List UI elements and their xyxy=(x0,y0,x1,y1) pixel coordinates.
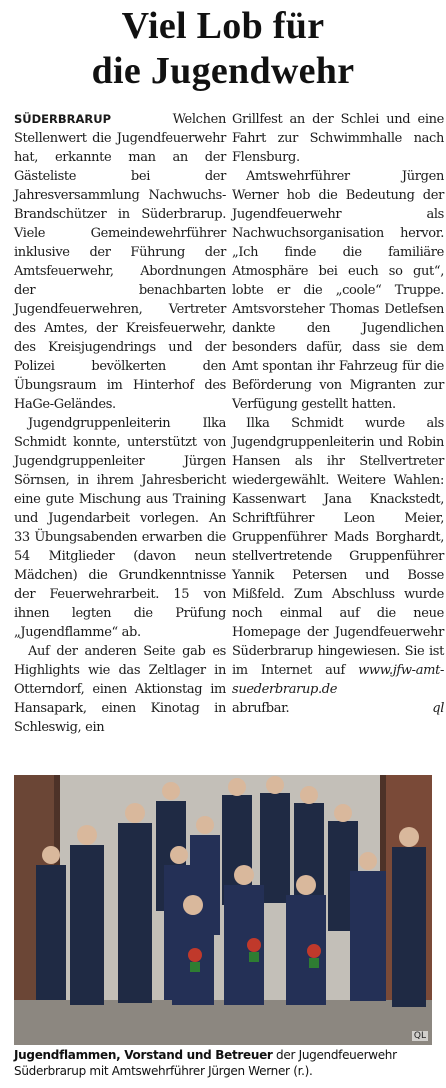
paragraph-text: Ilka Schmidt wurde als Jugendgruppenleiterin und Robin Hansen als ihr Stellvertreter wiedergewählt. Weitere Wahlen: Kassenwart Jana Knackstedt, Schriftführer Leon Meier, Gruppenführer Mads Borghardt, stellvertretende Gruppenführer Yannik Petersen und Bosse Mißfeld. Zum Abschluss wurde noch einmal auf die neue Homepage der Jugendfeuerwehr Süderbrarup hingewiesen. Sie ist im Internet auf xyxy=(232,416,444,678)
caption-text: der Jugendfeuerwehr Süderbrarup mit Amtswehrführer Jürgen Werner (r.). xyxy=(14,1048,397,1078)
headline xyxy=(0,4,446,94)
headline-line-2: die Jugendwehr xyxy=(91,50,355,92)
article-paragraph xyxy=(14,110,226,414)
group-photo-illustration xyxy=(14,775,432,1045)
photo-credit: QL xyxy=(413,1031,426,1041)
paragraph-end: abrufbar. xyxy=(232,701,290,716)
headline-line-1: Viel Lob für xyxy=(121,5,325,47)
article-column-right xyxy=(232,110,444,718)
article-paragraph: Amtswehrführer Jürgen Werner hob die Bedeutung der Jugendfeuerwehr als Nachwuchsorganisation hervor. „Ich finde die familiäre Atmosphäre bei euch so gut“, lobte er die „coole“ Truppe. Amtsvorsteher Thomas Detlefsen dankte den Jugendlichen besonders dafür, dass sie dem Amt spontan ihr Fahrzeug für die Beförderung von Migranten zur Verfügung gestellt hatten. xyxy=(232,169,444,412)
article-column-left xyxy=(14,110,226,737)
photo-caption xyxy=(14,1047,434,1079)
article-paragraph xyxy=(232,414,444,699)
caption-bold-lead: Jugendflammen, Vorstand und Betreuer xyxy=(14,1048,273,1062)
article-paragraph: Jugendgruppenleiterin Ilka Schmidt konnte, unterstützt von Jugendgruppenleiter Jürgen Sörnsen, in ihrem Jahresbericht eine gute Mischung aus Training und Jugendarbeit vorlegen. An 33 Übungsabenden erwarben die 54 Mitglieder (davon neun Mädchen) die Grundkenntnisse der Feuerwehrarbeit. 15 von ihnen legten die Prüfung „Jugendflamme“ ab. xyxy=(14,416,226,640)
homepage-url: www.jfw-amt-suederbrarup.de xyxy=(232,663,444,697)
article-paragraph: Auf der anderen Seite gab es Highlights wie das Zeltlager in Otterndorf, einen Aktionstag im Hansapark, einen Kinotag in Schleswig, ein xyxy=(14,644,226,735)
paragraph-text: Welchen Stellenwert die Jugendfeuerwehr hat, erkannte man an der Gästeliste bei der Jahresversammlung Nachwuchs-Brandschützer in Süderbrarup. Viele Gemeindewehrführer inklusive der Führung der Amtsfeuerwehr, Abordnungen der benachbarten Jugendfeuerwehren, Vertreter des Amtes, der Kreisfeuerwehr, des Kreisjugendrings und der Polizei bevölkerten den Übungsraum im Hinterhof des HaGe-Geländes. xyxy=(14,112,226,412)
dateline: SÜDERBRARUP xyxy=(14,112,112,126)
article-paragraph: Grillfest an der Schlei und eine Fahrt zur Schwimmhalle nach Flensburg. xyxy=(232,112,444,165)
group-photo xyxy=(14,775,432,1045)
closing-line xyxy=(232,699,444,718)
author-signature: ql xyxy=(432,701,444,716)
